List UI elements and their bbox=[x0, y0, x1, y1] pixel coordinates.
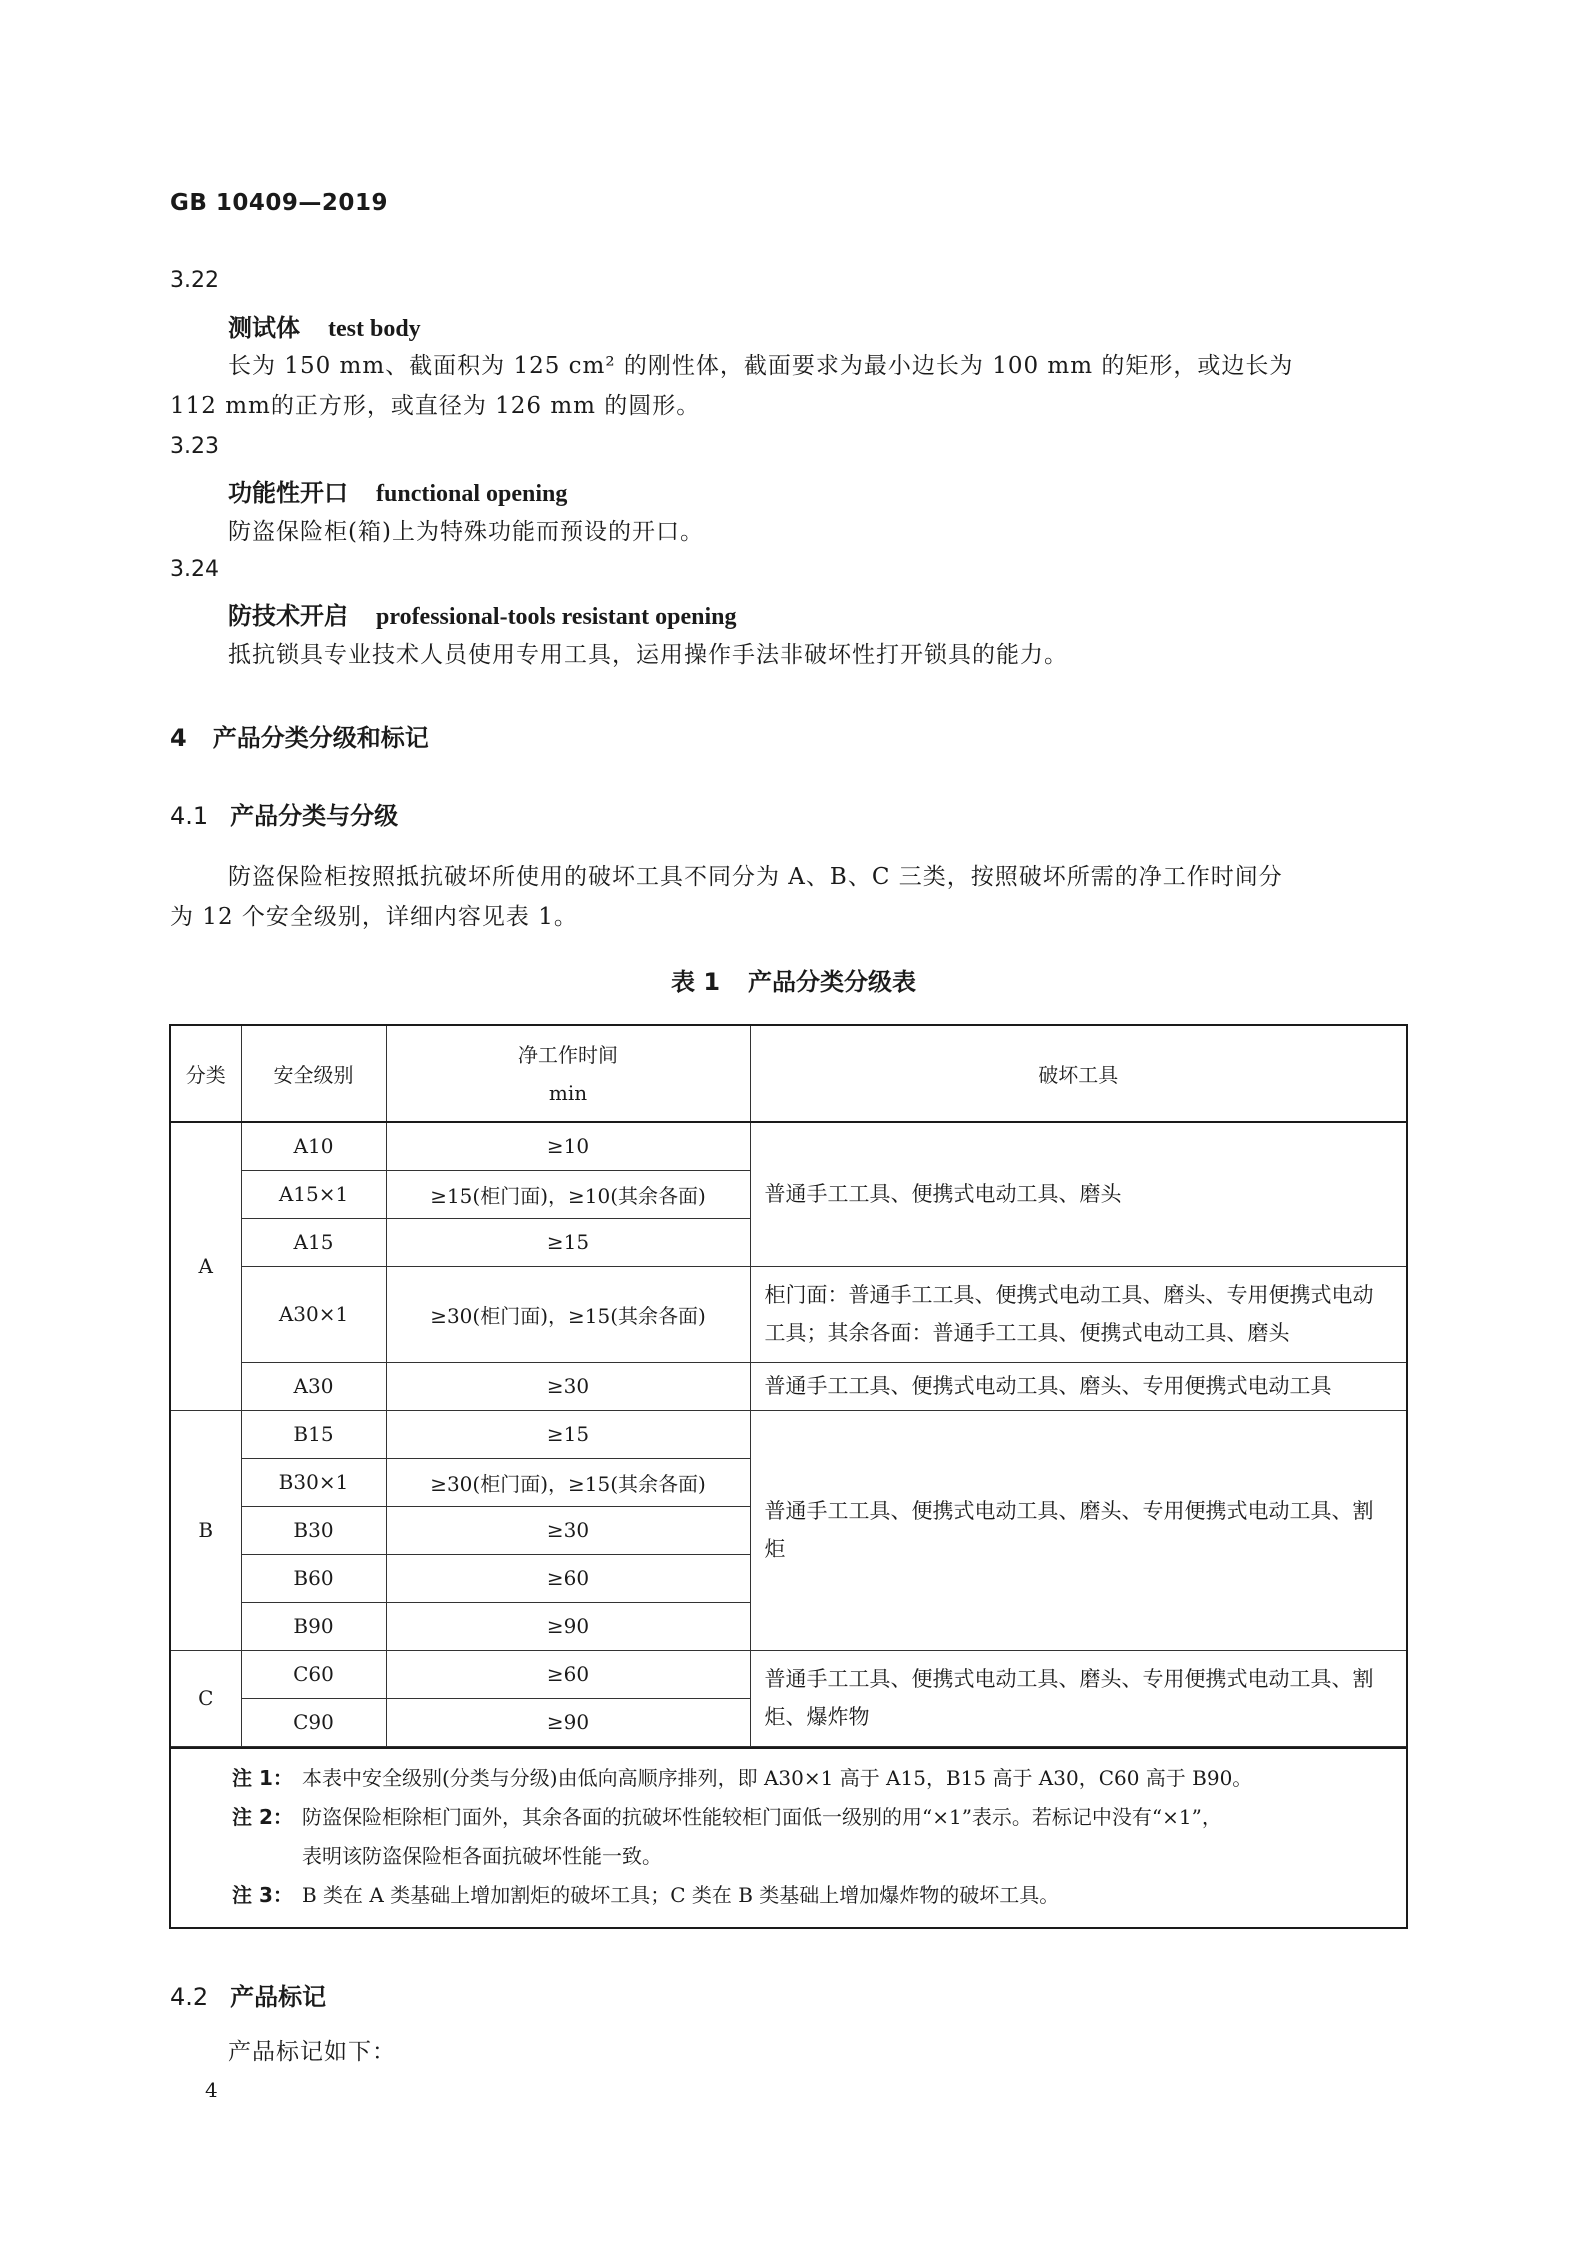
level-cell: B15 bbox=[241, 1410, 386, 1458]
time-cell: ≥15 bbox=[386, 1410, 750, 1458]
table-row bbox=[171, 1122, 1406, 1170]
section-number: 4.2 bbox=[170, 1983, 209, 2011]
table-header-row bbox=[171, 1026, 1406, 1122]
term-3-22 bbox=[228, 308, 421, 343]
section-number: 4.1 bbox=[170, 802, 209, 830]
page-number: 4 bbox=[205, 2078, 218, 2102]
category-cell: A bbox=[171, 1122, 241, 1410]
section-number: 4 bbox=[170, 724, 187, 752]
table-row bbox=[171, 1650, 1406, 1698]
paragraph-line: 为 12 个安全级别，详细内容见表 1。 bbox=[170, 904, 578, 930]
tools-cell: 普通手工工具、便携式电动工具、磨头 bbox=[750, 1122, 1406, 1266]
header-time bbox=[386, 1026, 750, 1122]
header-level: 安全级别 bbox=[241, 1026, 386, 1122]
level-cell: A30 bbox=[241, 1362, 386, 1410]
section-title: 产品标记 bbox=[230, 1983, 327, 2011]
table-note-3 bbox=[232, 1876, 1406, 1915]
category-cell: C bbox=[171, 1650, 241, 1746]
level-cell: B60 bbox=[241, 1554, 386, 1602]
time-cell: ≥90 bbox=[386, 1698, 750, 1746]
level-cell: B90 bbox=[241, 1602, 386, 1650]
level-cell: B30×1 bbox=[241, 1458, 386, 1506]
note-label: 注 3： bbox=[232, 1882, 293, 1907]
term-cn: 功能性开口 bbox=[228, 479, 348, 507]
header-category: 分类 bbox=[171, 1026, 241, 1122]
note-text: 本表中安全级别(分类与分级)由低向高顺序排列，即 A30×1 高于 A15，B15 高于 A30，C60 高于 B90。 bbox=[302, 1765, 1253, 1790]
term-en: test body bbox=[328, 316, 421, 342]
paragraph-line: 防盗保险柜按照抵抗破坏所使用的破坏工具不同分为 A、B、C 三类，按照破坏所需的净工作时间分 bbox=[228, 864, 1283, 890]
time-cell: ≥60 bbox=[386, 1650, 750, 1698]
time-cell: ≥30(柜门面)，≥15(其余各面) bbox=[386, 1266, 750, 1362]
tools-cell: 普通手工工具、便携式电动工具、磨头、专用便携式电动工具、割炬 bbox=[750, 1410, 1406, 1650]
level-cell: A15 bbox=[241, 1218, 386, 1266]
time-cell: ≥15(柜门面)，≥10(其余各面) bbox=[386, 1170, 750, 1218]
standard-code-header: GB 10409—2019 bbox=[170, 190, 388, 216]
term-en: functional opening bbox=[376, 481, 568, 507]
table-row bbox=[171, 1266, 1406, 1362]
clause-number-3-24: 3.24 bbox=[170, 557, 219, 582]
table-title bbox=[0, 962, 1587, 997]
section-title: 产品分类与分级 bbox=[230, 802, 399, 830]
category-cell: B bbox=[171, 1410, 241, 1650]
clause-number-3-23: 3.23 bbox=[170, 434, 219, 459]
definition-line: 防盗保险柜(箱)上为特殊功能而预设的开口。 bbox=[228, 519, 704, 545]
note-label: 注 1： bbox=[232, 1765, 293, 1790]
definition-line: 长为 150 mm、截面积为 125 cm² 的刚性体，截面要求为最小边长为 100 mm 的矩形，或边长为 bbox=[228, 353, 1294, 379]
time-cell: ≥30(柜门面)，≥15(其余各面) bbox=[386, 1458, 750, 1506]
definition-line: 112 mm的正方形，或直径为 126 mm 的圆形。 bbox=[170, 393, 701, 419]
table-notes bbox=[171, 1747, 1406, 1927]
time-cell: ≥30 bbox=[386, 1362, 750, 1410]
tools-cell: 柜门面：普通手工工具、便携式电动工具、磨头、专用便携式电动工具；其余各面：普通手工工具、便携式电动工具、磨头 bbox=[750, 1266, 1406, 1362]
table-row bbox=[171, 1410, 1406, 1458]
term-3-24 bbox=[228, 596, 736, 631]
clause-number-3-22: 3.22 bbox=[170, 268, 219, 293]
level-cell: B30 bbox=[241, 1506, 386, 1554]
time-cell: ≥60 bbox=[386, 1554, 750, 1602]
section-4-1-heading bbox=[170, 796, 398, 831]
time-cell: ≥15 bbox=[386, 1218, 750, 1266]
term-cn: 测试体 bbox=[228, 314, 300, 342]
tools-cell: 普通手工工具、便携式电动工具、磨头、专用便携式电动工具 bbox=[750, 1362, 1406, 1410]
section-4-2-heading bbox=[170, 1977, 326, 2012]
note-text-continued: 表明该防盗保险柜各面抗破坏性能一致。 bbox=[302, 1843, 662, 1868]
table-note-2 bbox=[232, 1798, 1406, 1876]
table-number: 表 1 bbox=[670, 968, 721, 996]
definition-line: 抵抗锁具专业技术人员使用专用工具，运用操作手法非破坏性打开锁具的能力。 bbox=[228, 642, 1068, 668]
note-text: B 类在 A 类基础上增加割炬的破坏工具；C 类在 B 类基础上增加爆炸物的破坏工具。 bbox=[302, 1882, 1060, 1907]
section-4-heading bbox=[170, 718, 429, 753]
classification-table bbox=[169, 1024, 1408, 1929]
section-title: 产品分类分级和标记 bbox=[212, 724, 429, 752]
time-cell: ≥10 bbox=[386, 1122, 750, 1170]
table-note-1 bbox=[232, 1759, 1406, 1798]
table-row bbox=[171, 1362, 1406, 1410]
header-time-label: 净工作时间 bbox=[518, 1042, 618, 1067]
note-text: 防盗保险柜除柜门面外，其余各面的抗破坏性能较柜门面低一级别的用“×1”表示。若标记中没有“×1”， bbox=[302, 1804, 1222, 1829]
level-cell: A30×1 bbox=[241, 1266, 386, 1362]
header-tools: 破坏工具 bbox=[750, 1026, 1406, 1122]
level-cell: C60 bbox=[241, 1650, 386, 1698]
note-label: 注 2： bbox=[232, 1804, 293, 1829]
term-en: professional-tools resistant opening bbox=[376, 604, 737, 630]
term-cn: 防技术开启 bbox=[228, 602, 348, 630]
table-caption: 产品分类分级表 bbox=[748, 968, 917, 996]
level-cell: A10 bbox=[241, 1122, 386, 1170]
time-cell: ≥30 bbox=[386, 1506, 750, 1554]
paragraph: 产品标记如下： bbox=[228, 2039, 396, 2065]
time-cell: ≥90 bbox=[386, 1602, 750, 1650]
level-cell: C90 bbox=[241, 1698, 386, 1746]
level-cell: A15×1 bbox=[241, 1170, 386, 1218]
term-3-23 bbox=[228, 473, 567, 508]
header-time-unit: min bbox=[548, 1080, 588, 1105]
tools-cell: 普通手工工具、便携式电动工具、磨头、专用便携式电动工具、割炬、爆炸物 bbox=[750, 1650, 1406, 1746]
